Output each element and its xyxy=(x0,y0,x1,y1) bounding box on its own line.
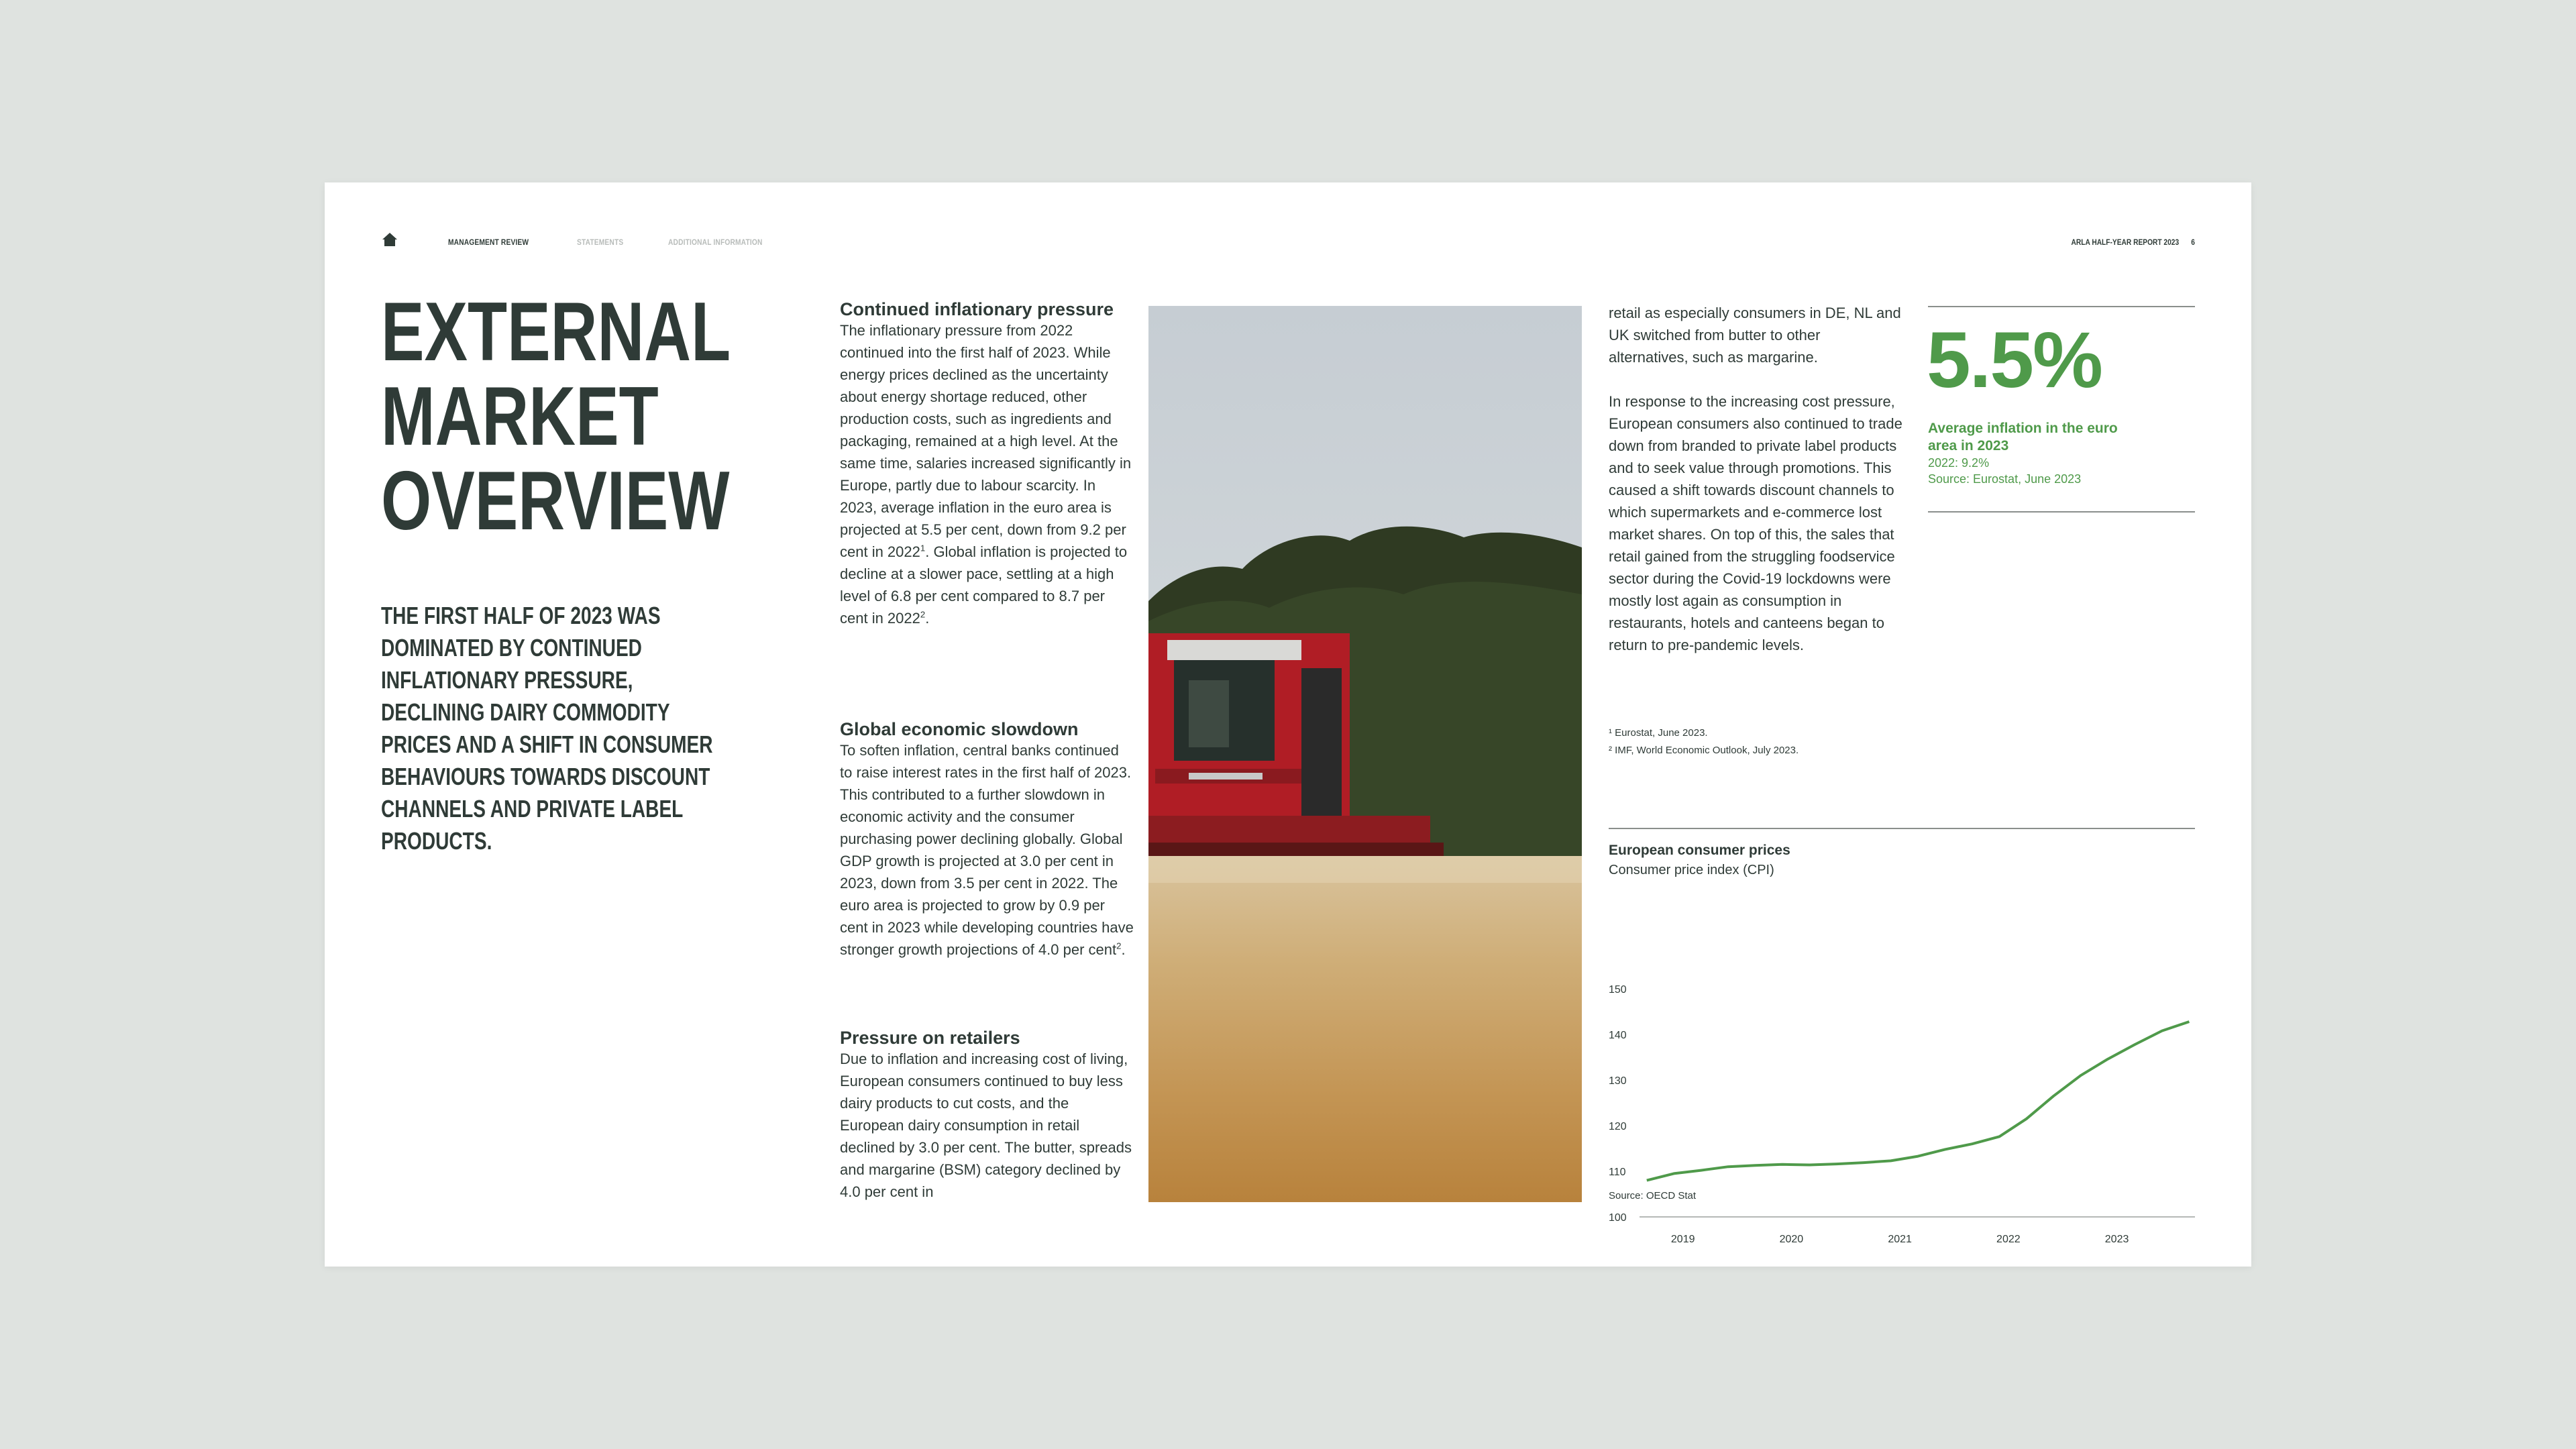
page-title xyxy=(381,286,731,547)
section-body: Due to inflation and increasing cost of living, European consumers continued to buy less dairy products to cut costs, and the European dairy consumption in retail declined by 3.0 per cent. The butter, spreads and margarine (BSM) category declined by 4.0 per cent in xyxy=(840,1051,1132,1200)
harvest-field-image xyxy=(1148,306,1582,1202)
y-tick-label: 120 xyxy=(1609,1121,1627,1132)
paragraph: retail as especially consumers in DE, NL and UK switched from butter to other alternatives, such as margarine. xyxy=(1609,305,1901,366)
report-label xyxy=(2072,237,2195,247)
kpi-source: Source: Eurostat, June 2023 xyxy=(1928,472,2082,486)
nav-additional-information[interactable]: ADDITIONAL INFORMATION xyxy=(668,237,763,247)
x-tick-label: 2021 xyxy=(1888,1234,1912,1245)
report-title: ARLA HALF-YEAR REPORT 2023 xyxy=(2071,237,2180,247)
y-tick-label: 150 xyxy=(1609,984,1627,996)
home-icon[interactable] xyxy=(381,231,398,248)
intro-text: THE FIRST HALF OF 2023 WAS DOMINATED BY CONTINUED INFLATIONARY PRESSURE, DECLINING DAIRY COMMODITY PRICES AND A SHIFT IN CONSUMER BEHAVIOURS TOWARDS DISCOUNT CHANNELS AND PRIVATE LABEL PRODUCTS. xyxy=(381,602,713,855)
section-retailers xyxy=(840,1028,1135,1203)
kpi-value: 5.5% xyxy=(1927,316,2102,405)
section-inflation xyxy=(840,299,1135,629)
combine-harvester-photo xyxy=(1148,306,1582,1202)
divider xyxy=(1609,828,2195,829)
section-heading: Pressure on retailers xyxy=(840,1028,1020,1048)
divider xyxy=(1928,511,2195,513)
kpi-details xyxy=(1928,455,2149,487)
cpi-series-line xyxy=(1647,1022,2190,1181)
chart-source: Source: OECD Stat xyxy=(1609,1190,1697,1201)
page-title-line: OVERVIEW xyxy=(381,455,730,547)
page-title-line: MARKET xyxy=(381,370,659,463)
footnotes xyxy=(1609,724,1904,759)
kpi-previous: 2022: 9.2% xyxy=(1928,456,1990,470)
x-tick-label: 2019 xyxy=(1670,1234,1695,1245)
y-tick-label: 110 xyxy=(1609,1167,1626,1178)
cpi-line-chart xyxy=(1599,887,2203,1356)
x-tick-label: 2020 xyxy=(1779,1234,1804,1245)
y-tick-label: 130 xyxy=(1609,1075,1627,1087)
divider xyxy=(1928,306,2195,307)
footnote: ² IMF, World Economic Outlook, July 2023. xyxy=(1609,745,1799,756)
x-tick-label: 2022 xyxy=(1996,1234,2021,1245)
kpi-label: Average inflation in the euro area in 2023 xyxy=(1928,421,2118,453)
section-heading: Continued inflationary pressure xyxy=(840,299,1114,319)
y-tick-label: 140 xyxy=(1609,1030,1627,1041)
y-tick-label: 100 xyxy=(1609,1212,1627,1224)
nav-statements[interactable]: STATEMENTS xyxy=(577,237,624,247)
page-title-line: EXTERNAL xyxy=(381,286,731,378)
section-body: To soften inflation, central banks continued to raise interest rates in the first half of 2023. This contributed to a further slowdown in economic activity and the consumer purchasing power declining globally. Global GDP growth is projected at 3.0 per cent in 2023, down from 3.5 per cent in 2022. The euro area is projected to grow by 0.9 per cent in 2023 while developing countries have stronger growth projections of 4.0 per cent$^2$. xyxy=(840,742,1134,958)
chart-subtitle: Consumer price index (CPI) xyxy=(1609,863,1774,877)
section-body: The inflationary pressure from 2022 continued into the first half of 2023. While energy prices declined as the uncertainty about energy shortage reduced, other production costs, such as ingredients and packaging, remained at a high level. At the same time, salaries increased significantly in Europe, partly due to labour scarcity. In 2023, average inflation in the euro area is projected at 5.5 per cent, down from 9.2 per cent in 2022$^1$. Global inflation is projected to decline at a slower pace, settling at a high level of 6.8 per cent compared to 8.7 per cent in 2022$^2$. xyxy=(840,322,1132,627)
page-number: 6 xyxy=(2191,237,2195,247)
continued-text xyxy=(1609,302,1904,678)
section-heading: Global economic slowdown xyxy=(840,719,1079,739)
nav-management-review[interactable]: MANAGEMENT REVIEW xyxy=(448,237,529,247)
x-tick-label: 2023 xyxy=(2104,1234,2129,1245)
chart-title: European consumer prices xyxy=(1609,843,1790,858)
section-slowdown xyxy=(840,719,1135,961)
paragraph: In response to the increasing cost pressure, European consumers also continued to trade down from branded to private label products and to seek value through promotions. This caused a shift towards discount channels to which supermarkets and e-commerce lost market shares. On top of this, the sales that retail gained from the struggling foodservice sector during the Covid-19 lockdowns were mostly lost again as consumption in restaurants, hotels and canteens began to return to pre-pandemic levels. xyxy=(1609,393,1902,653)
report-page xyxy=(325,182,2251,1267)
footnote: ¹ Eurostat, June 2023. xyxy=(1609,727,1708,739)
